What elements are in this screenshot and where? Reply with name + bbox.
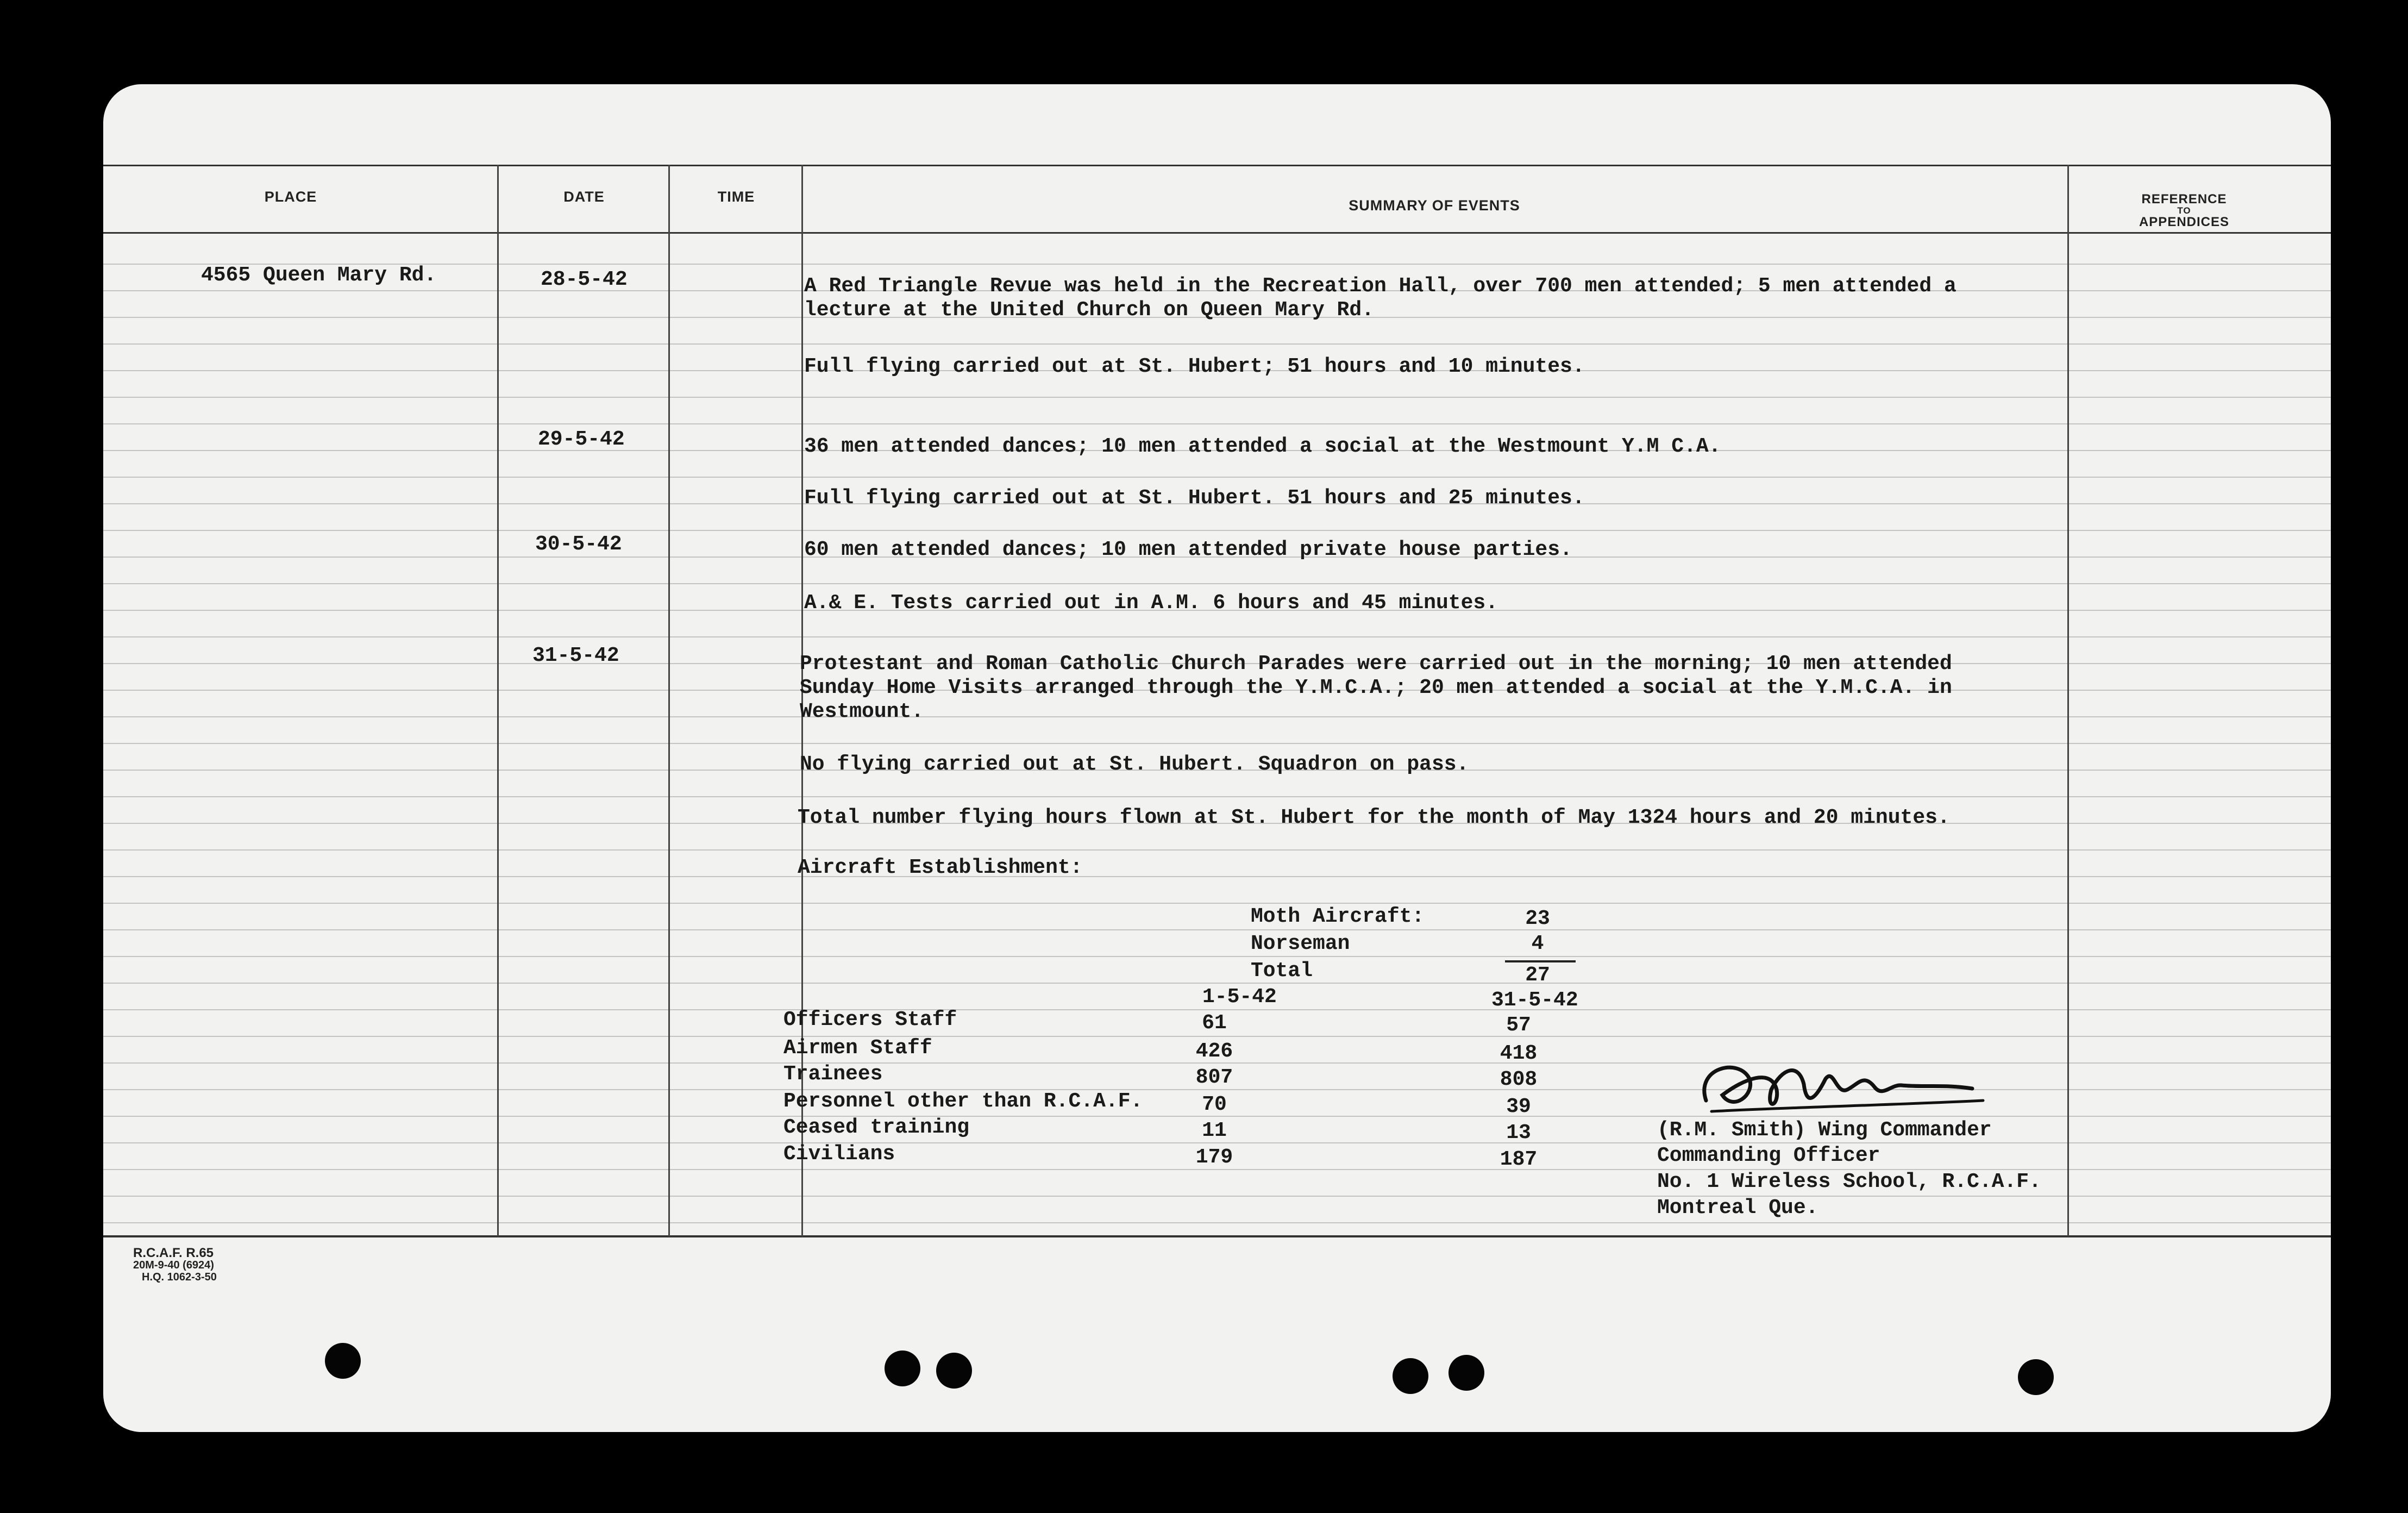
ruled-line (103, 343, 2331, 345)
event-29-a: 36 men attended dances; 10 men attended a social at the Westmount Y.M C.A. (804, 435, 1721, 458)
date-time-divider (668, 165, 670, 1236)
ruled-line (103, 1036, 2331, 1037)
ruled-line (103, 876, 2331, 877)
event-28-a-line-1: A Red Triangle Revue was held in the Recreation Hall, over 700 men attended; 5 men attended a (804, 274, 1956, 298)
top-rule (103, 165, 2331, 166)
ruled-line (103, 743, 2331, 744)
header-reference (2081, 193, 2287, 229)
bottom-rule (103, 1235, 2331, 1237)
personnel-col2-header: 31-5-42 (1491, 989, 1578, 1012)
form-code-line-2: 20M-9-40 (6924) (133, 1259, 214, 1271)
header-place: PLACE (264, 189, 317, 205)
event-31-a-line-1: Protestant and Roman Catholic Church Parades were carried out in the morning; 10 men attended (800, 652, 1952, 676)
aircraft-label-total: Total (1251, 959, 1313, 983)
place-text: 4565 Queen Mary Rd. (201, 264, 437, 287)
binder-hole (1393, 1358, 1428, 1394)
personnel-row-value-start: 179 (1195, 1146, 1233, 1169)
event-31-c: Total number flying hours flown at St. Hubert for the month of May 1324 hours and 20 minutes. (798, 806, 1950, 829)
ruled-line (103, 956, 2331, 957)
personnel-col1-header: 1-5-42 (1202, 985, 1277, 1009)
ruled-line (103, 716, 2331, 717)
personnel-row-value-end: 418 (1500, 1042, 1538, 1065)
personnel-row-value-start: 61 (1202, 1011, 1227, 1035)
personnel-row-value-end: 808 (1500, 1068, 1538, 1091)
header-rule (103, 232, 2331, 234)
signature-line-1: (R.M. Smith) Wing Commander (1657, 1118, 1992, 1142)
ruled-line (103, 849, 2331, 851)
ruled-line (103, 903, 2331, 904)
event-31-a-line-2: Sunday Home Visits arranged through the Y.M.C.A.; 20 men attended a social at the Y.M.C.A. in (800, 676, 1952, 699)
binder-hole (1448, 1355, 1484, 1391)
ruled-line (103, 929, 2331, 930)
event-31-b: No flying carried out at St. Hubert. Squadron on pass. (800, 753, 1469, 776)
header-date: DATE (563, 189, 605, 205)
form-code-line-3: H.Q. 1062-3-50 (142, 1271, 217, 1283)
signature-line-2: Commanding Officer (1657, 1144, 1880, 1167)
personnel-row-value-start: 426 (1195, 1040, 1233, 1063)
header-reference-line-2: TO (2177, 205, 2191, 216)
personnel-row-value-start: 807 (1195, 1066, 1233, 1089)
ruled-line (103, 636, 2331, 637)
personnel-row-value-end: 39 (1506, 1095, 1531, 1118)
ruled-line (103, 1196, 2331, 1197)
event-28-a-line-2: lecture at the United Church on Queen Mary Rd. (804, 298, 1374, 322)
binder-hole (885, 1351, 920, 1386)
header-reference-line-3: APPENDICES (2139, 215, 2230, 229)
personnel-row-label: Trainees (783, 1062, 883, 1086)
personnel-row-label: Officers Staff (783, 1008, 957, 1031)
personnel-row-value-end: 57 (1506, 1014, 1531, 1037)
personnel-row-label: Civilians (783, 1142, 895, 1166)
binder-hole (325, 1343, 361, 1379)
ruled-line (103, 796, 2331, 797)
personnel-row-value-end: 13 (1506, 1121, 1531, 1145)
aircraft-value-norseman: 4 (1531, 932, 1544, 955)
signature-line-4: Montreal Que. (1657, 1196, 1818, 1220)
aircraft-total-rule (1505, 960, 1576, 962)
form-code (133, 1247, 217, 1283)
personnel-row-value-start: 70 (1202, 1093, 1227, 1116)
personnel-row-label: Personnel other than R.C.A.F. (783, 1090, 1143, 1113)
ruled-line (103, 983, 2331, 984)
personnel-row-value-start: 11 (1202, 1119, 1227, 1142)
event-29-b: Full flying carried out at St. Hubert. 51 hours and 25 minutes. (804, 486, 1585, 510)
ruled-line (103, 1142, 2331, 1143)
summary-reference-divider (2067, 165, 2069, 1236)
ruled-line (103, 530, 2331, 531)
aircraft-label-norseman: Norseman (1251, 932, 1350, 955)
ruled-line (103, 1089, 2331, 1090)
binder-hole (2018, 1359, 2054, 1395)
date-31-5-42: 31-5-42 (532, 644, 619, 667)
signature-scribble (1690, 1046, 1994, 1128)
personnel-row-label: Airmen Staff (783, 1036, 932, 1060)
aircraft-heading: Aircraft Establishment: (798, 856, 1083, 879)
ruled-line (103, 423, 2331, 424)
date-30-5-42: 30-5-42 (535, 533, 622, 556)
ruled-line (103, 1222, 2331, 1223)
header-reference-line-1: REFERENCE (2141, 192, 2227, 207)
header-time: TIME (717, 189, 755, 205)
form-code-line-1: R.C.A.F. R.65 (133, 1246, 214, 1260)
ruled-line (103, 1009, 2331, 1010)
aircraft-value-total: 27 (1525, 964, 1550, 987)
ruled-line (103, 264, 2331, 265)
binder-hole (936, 1353, 972, 1389)
date-29-5-42: 29-5-42 (538, 428, 625, 451)
ruled-line (103, 397, 2331, 398)
diary-card (103, 84, 2331, 1432)
event-31-a-line-3: Westmount. (800, 700, 924, 723)
header-summary: SUMMARY OF EVENTS (1349, 197, 1520, 214)
personnel-row-value-end: 187 (1500, 1148, 1538, 1171)
personnel-row-label: Ceased training (783, 1116, 970, 1139)
place-date-divider (497, 165, 499, 1236)
event-28-b: Full flying carried out at St. Hubert; 51 hours and 10 minutes. (804, 355, 1585, 378)
aircraft-label-moth: Moth Aircraft: (1251, 905, 1425, 928)
date-28-5-42: 28-5-42 (541, 268, 628, 291)
ruled-line (103, 477, 2331, 478)
event-30-a: 60 men attended dances; 10 men attended private house parties. (804, 538, 1572, 561)
ruled-line (103, 583, 2331, 584)
signature-line-3: No. 1 Wireless School, R.C.A.F. (1657, 1170, 2041, 1193)
aircraft-value-moth: 23 (1525, 907, 1550, 930)
event-30-b: A.& E. Tests carried out in A.M. 6 hours and 45 minutes. (804, 591, 1498, 615)
